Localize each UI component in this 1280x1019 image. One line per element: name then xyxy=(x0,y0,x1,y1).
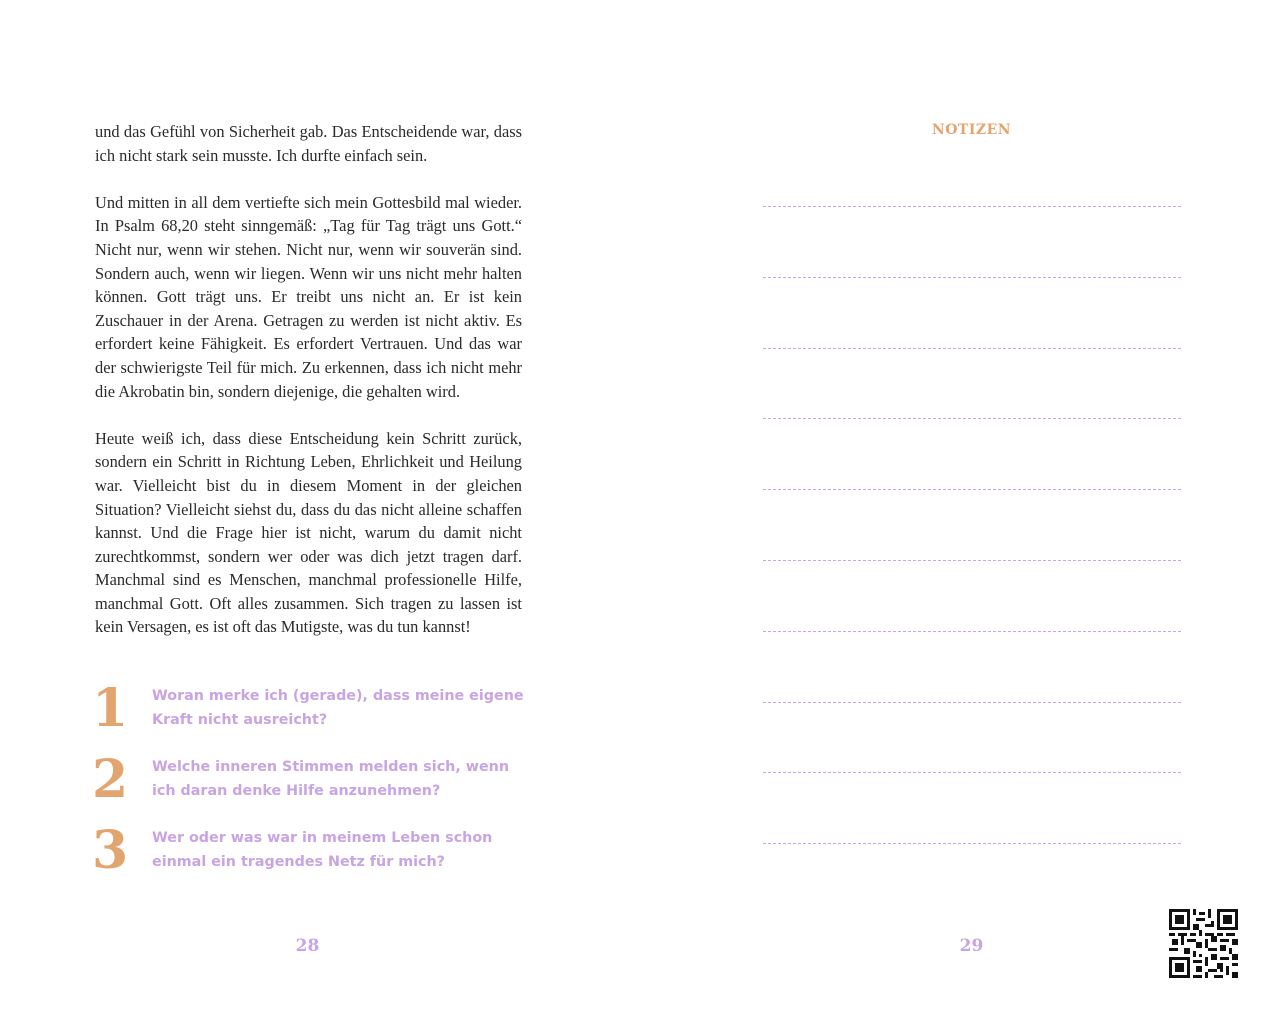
note-line xyxy=(763,489,1181,490)
note-line xyxy=(763,348,1181,349)
note-line xyxy=(763,560,1181,561)
note-line xyxy=(763,772,1181,773)
paragraph: Und mitten in all dem vertiefte sich mein Gottesbild mal wieder. In Psalm 68,20 steht sinngemäß: „Tag für Tag trägt uns Gott.“ Nicht nur, wenn wir stehen. Nicht nur, wenn wir souverän sind. Sondern auch, wenn wir liegen. Wenn wir uns nicht mehr halten können. Gott trägt uns. Er treibt uns nicht an. Er ist kein Zuschauer in der Arena. Getragen zu werden ist nicht aktiv. Es erfordert keine Fähigkeit. Es erfordert Vertrauen. Und das war der schwierigste Teil für mich. Zu erkennen, dass ich nicht mehr die Akrobatin bin, sondern diejenige, die gehalten wird. xyxy=(95,192,522,401)
paragraph: Heute weiß ich, dass diese Entscheidung kein Schritt zurück, sondern ein Schritt in Richtung Leben, Ehrlichkeit und Heilung war. Vielleicht bist du in diesem Moment in der gleichen Situation? Vielleicht siehst du, dass du das nicht alleine schaffen kannst. Und die Frage hier ist nicht, warum du damit nicht zurechtkommst, sondern wer oder was dich jetzt tragen darf. Manchmal sind es Menschen, manchmal professionelle Hilfe, manchmal Gott. Oft alles zusammen. Sich tragen zu lassen ist kein Versagen, es ist oft das Mutigste, was du tun kannst! xyxy=(95,428,522,637)
reflection-questions xyxy=(92,678,532,898)
question-text: Welche inneren Stimmen melden sich, wenn ich daran denke Hilfe anzunehmen? xyxy=(152,759,510,799)
note-line xyxy=(763,631,1181,632)
notes-heading: NOTIZEN xyxy=(931,122,1012,138)
question-item xyxy=(92,749,532,827)
question-item xyxy=(92,678,532,756)
page-number: 29 xyxy=(959,936,984,956)
qr-code-icon xyxy=(1169,909,1238,978)
question-item xyxy=(92,820,532,898)
right-page xyxy=(640,0,1280,1019)
question-number: 1 xyxy=(92,678,129,739)
page-number: 28 xyxy=(295,936,320,956)
body-text xyxy=(95,120,522,639)
paragraph: und das Gefühl von Sicherheit gab. Das Entscheidende war, dass ich nicht stark sein musste. Ich durfte einfach sein. xyxy=(95,122,522,165)
note-line xyxy=(763,206,1181,207)
question-number: 2 xyxy=(92,749,129,810)
question-text: Woran merke ich (gerade), dass meine eigene Kraft nicht ausreicht? xyxy=(152,688,524,728)
question-number: 3 xyxy=(92,820,129,881)
note-line xyxy=(763,702,1181,703)
note-line xyxy=(763,418,1181,419)
question-text: Wer oder was war in meinem Leben schon einmal ein tragendes Netz für mich? xyxy=(152,830,493,870)
note-line xyxy=(763,277,1181,278)
note-line xyxy=(763,843,1181,844)
